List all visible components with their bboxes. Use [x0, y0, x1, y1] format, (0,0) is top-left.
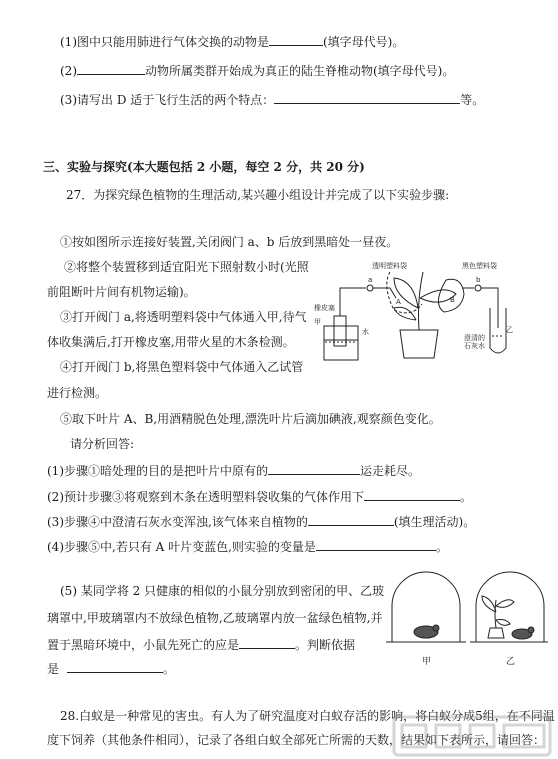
q2-blank[interactable]: [77, 62, 145, 75]
a5-line4-text: 是: [47, 662, 60, 676]
q27-step5: ⑤取下叶片 A、B,用酒精脱色处理,漂洗叶片后滴加碘液,观察颜色变化。: [60, 412, 441, 426]
q27-analysis: 请分析回答:: [70, 437, 135, 451]
label-valve-a: a: [368, 276, 373, 284]
a2-suffix: 。: [460, 490, 473, 504]
q27-step3a: ③打开阀门 a,将透明塑料袋中气体通入甲,待气: [60, 310, 307, 324]
watermark-logo: [392, 713, 552, 759]
q27-step2b: 前阻断叶片间有机物运输)。: [47, 285, 196, 299]
label-leaf-b: B: [450, 296, 455, 304]
a4-text: (4)步骤⑤中,若只有 A 叶片变蓝色,则实验的变量是: [47, 540, 316, 554]
label-clear-bag: 透明塑料袋: [372, 262, 407, 270]
a2-blank[interactable]: [364, 488, 460, 501]
label-yi: 乙: [506, 326, 513, 334]
jar-label-jia: 甲: [422, 657, 432, 667]
q3-suffix: 等。: [460, 93, 485, 107]
q28-line1: 28.白蚁是一种常见的害虫。有人为了研究温度对白蚁存活的影响，将白蚁分成5组，在不同温: [60, 709, 555, 723]
q27-a5-line2: 璃罩中,甲玻璃罩内不放绿色植物,乙玻璃罩内放一盆绿色植物,并: [47, 611, 383, 625]
a3-suffix: (填生理活动)。: [393, 515, 476, 529]
q3-blank[interactable]: [274, 91, 460, 104]
label-jia: 甲: [314, 318, 321, 326]
a1-suffix: 运走耗尽。: [360, 464, 421, 478]
q27-a5-line4: [47, 660, 175, 677]
a5-blank2[interactable]: [67, 660, 163, 673]
label-black-bag: 黑色塑料袋: [462, 262, 497, 270]
q2-suffix: 动物所属类群开始成为真正的陆生脊椎动物(填字母代号)。: [145, 64, 455, 78]
q1-suffix: (填字母代号)。: [323, 35, 405, 49]
q2-line: [60, 62, 454, 79]
a1-blank[interactable]: [268, 462, 360, 475]
a4-blank[interactable]: [316, 538, 436, 551]
q27-step4a: ④打开阀门 b,将黑色塑料袋中气体通入乙试管: [60, 360, 304, 374]
apparatus-figure: [312, 258, 512, 368]
q27-a1: [47, 462, 420, 479]
jar-label-yi: 乙: [506, 657, 516, 667]
q27-a2: [47, 488, 472, 505]
q27-step4b: 进行检测。: [47, 386, 108, 400]
q27-step1: ①按如图所示连接好装置,关闭阀门 a、b 后放到黑暗处一昼夜。: [60, 235, 399, 249]
a5-line3-suffix: 。判断依据: [295, 638, 356, 652]
q3-line: [60, 91, 484, 108]
a5-blank1[interactable]: [239, 636, 295, 649]
q27-a5-line3: [47, 636, 355, 653]
q1-text: (1)图中只能用肺进行气体交换的动物是: [60, 35, 269, 49]
q27-a4: [47, 538, 448, 555]
a3-blank[interactable]: [308, 513, 394, 526]
a5-line3-text: 置于黑暗环境中，小鼠先死亡的应是: [47, 638, 240, 652]
q27-step2a: ②将整个装置移到适宜阳光下照射数小时(光照: [64, 260, 309, 274]
a5-line4-suffix: 。: [163, 662, 176, 676]
q27-a3: [47, 513, 475, 530]
label-leaf-a: A: [396, 298, 401, 306]
q27-intro: 27．为探究绿色植物的生理活动,某兴趣小组设计并完成了以下实验步骤:: [66, 188, 450, 202]
q3-text: (3)请写出 D 适于飞行生活的两个特点：: [60, 93, 275, 107]
a4-suffix: 。: [435, 540, 448, 554]
q28-line2: 度下饲养（其他条件相同），记录了各组白蚁全部死亡所需的天数，结果如下表所示，请回答：: [47, 733, 546, 747]
label-valve-b: b: [476, 276, 481, 284]
label-limewater: 澄清的石灰水: [464, 334, 485, 350]
label-rubber-stopper: 橡皮塞: [314, 304, 335, 312]
q1-line: [60, 33, 404, 50]
bell-jar-figure: [384, 572, 548, 672]
a1-text: (1)步骤①暗处理的目的是把叶片中原有的: [47, 464, 268, 478]
q27-a5-line1: (5) 某同学将 2 只健康的相似的小鼠分别放到密闭的甲、乙玻: [60, 584, 385, 598]
section-title: 三、实验与探究(本大题包括 2 小题，每空 2 分，共 20 分): [43, 160, 365, 174]
q1-blank[interactable]: [269, 33, 323, 46]
label-water: 水: [362, 328, 369, 336]
q27-step3b: 体收集满后,打开橡皮塞,用带火星的木条检测。: [47, 335, 295, 349]
a2-text: (2)预计步骤③将观察到木条在透明塑料袋收集的气体作用下: [47, 490, 365, 504]
q2-text: (2): [60, 64, 77, 78]
a3-text: (3)步骤④中澄清石灰水变浑浊,该气体来自植物的: [47, 515, 308, 529]
